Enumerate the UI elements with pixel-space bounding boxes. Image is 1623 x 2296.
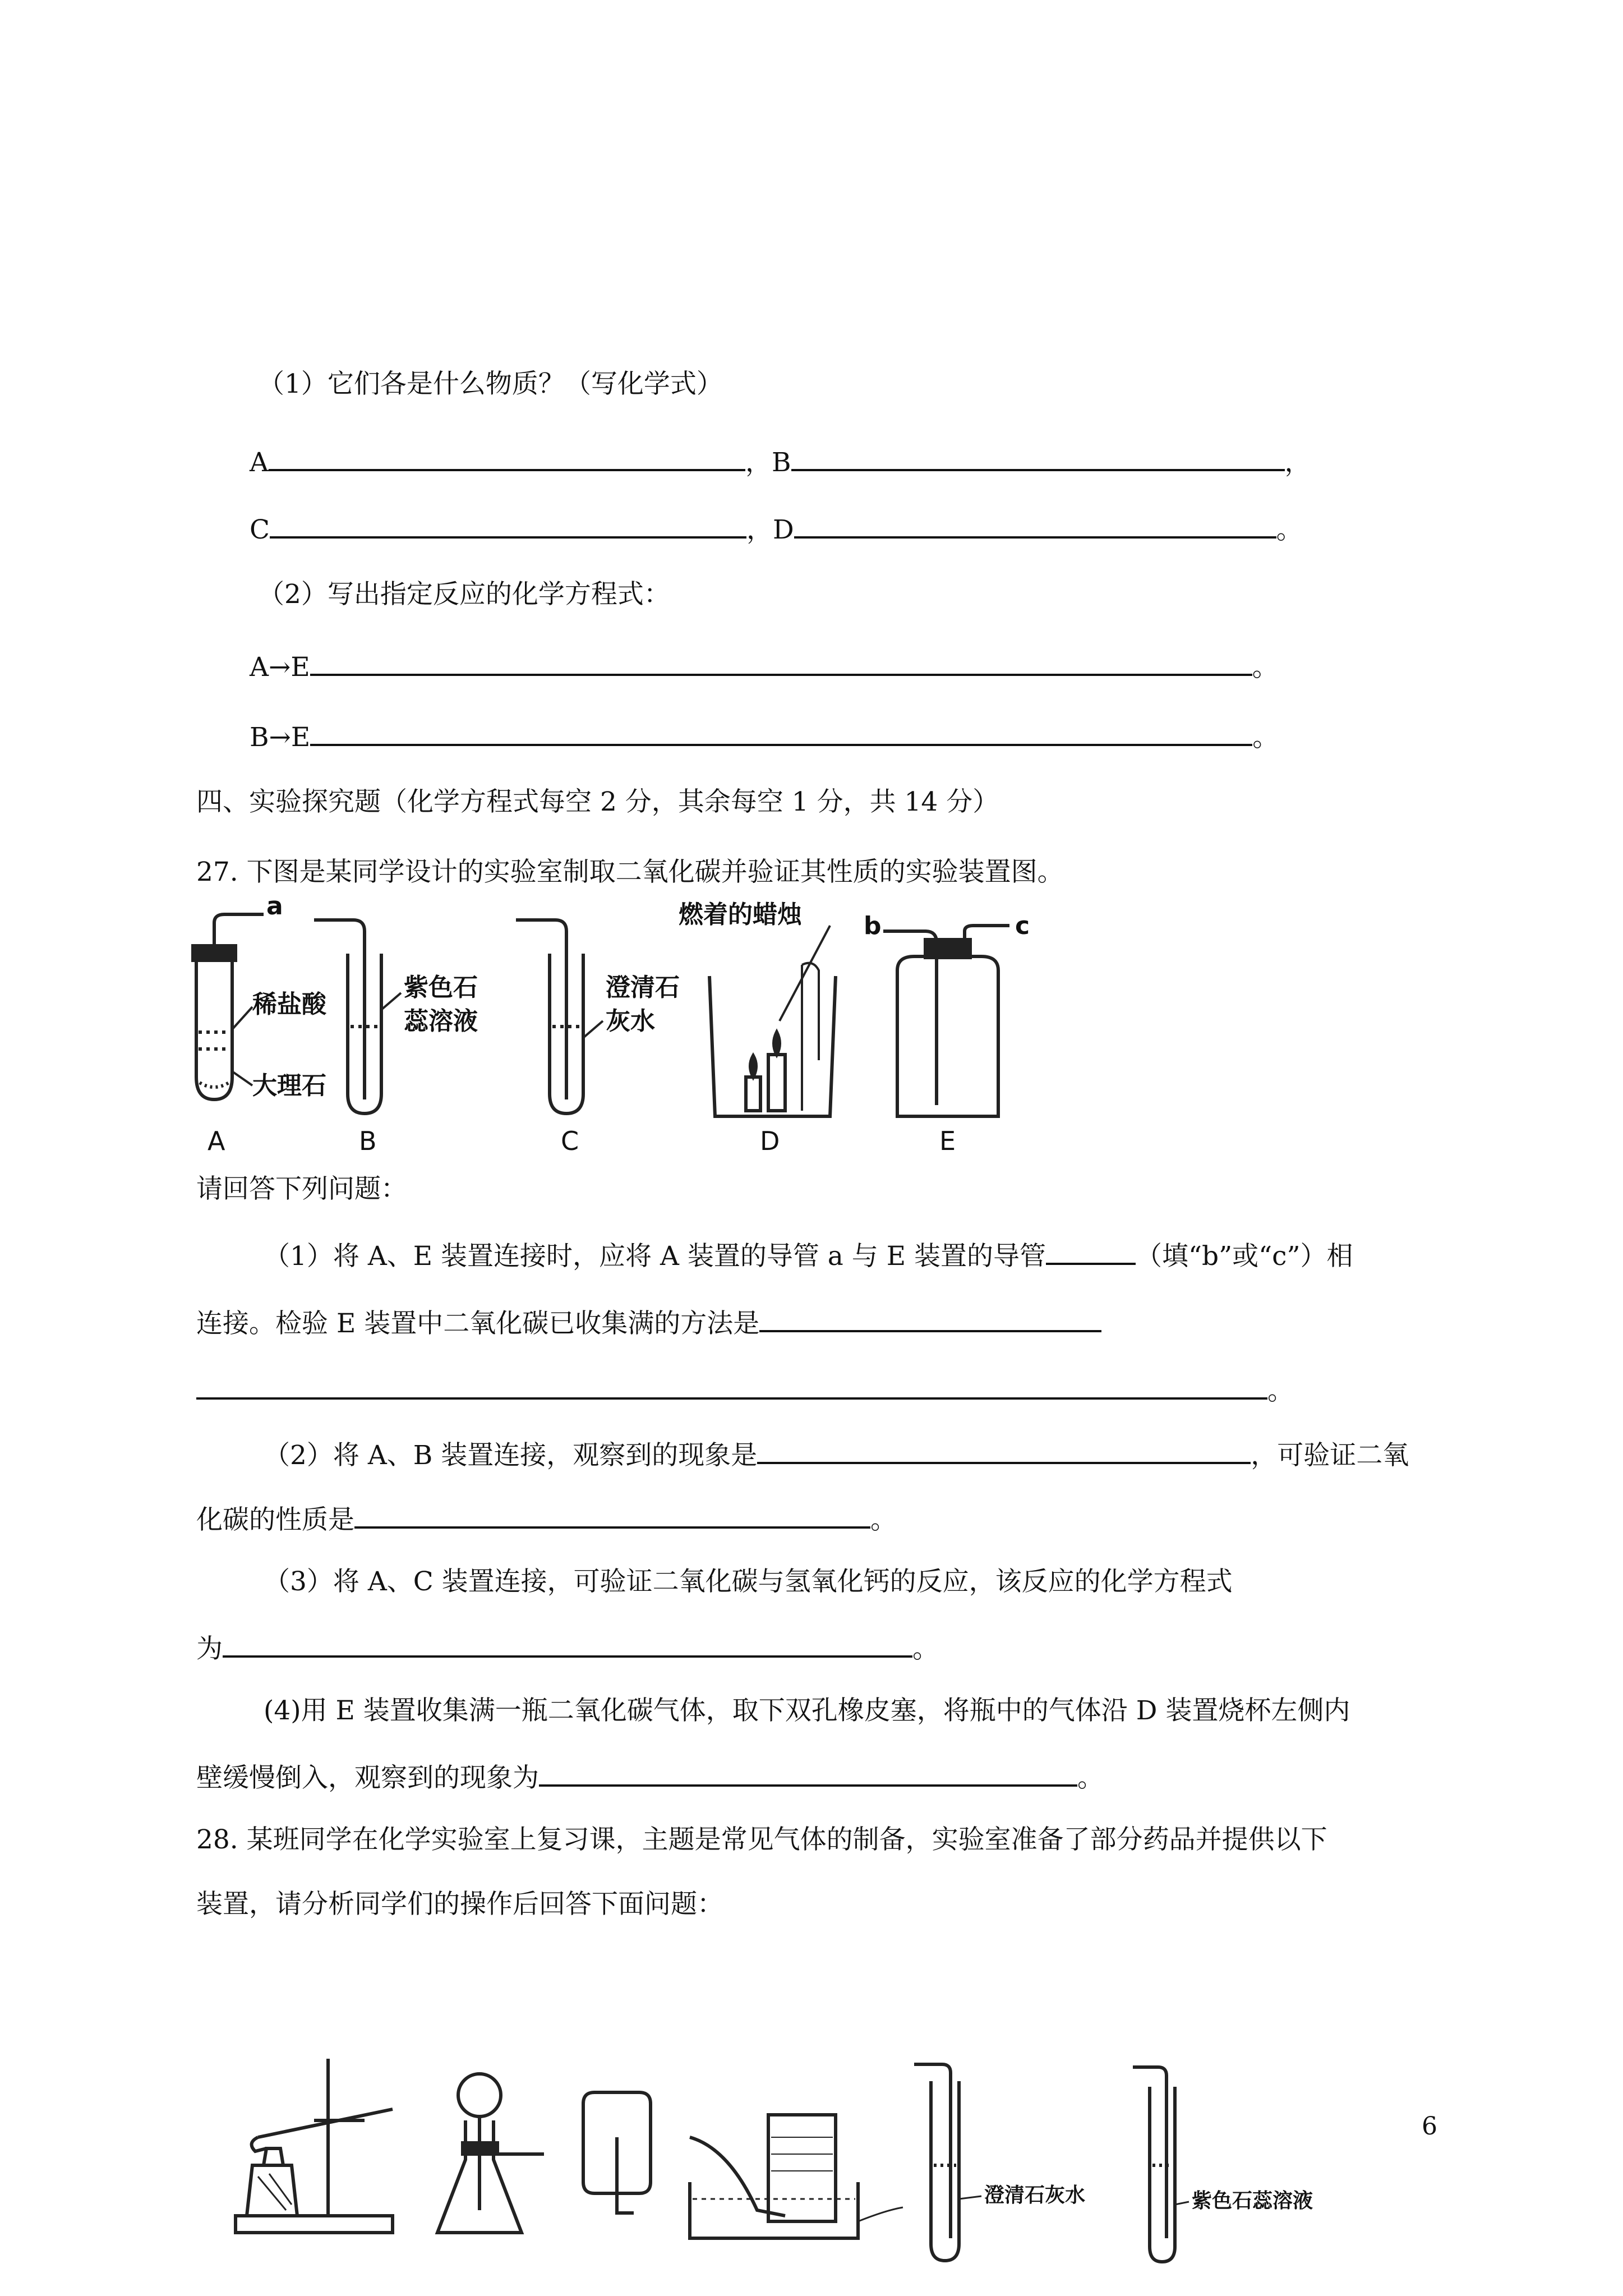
label-a-outlet: a [266, 892, 283, 921]
q27-p1-line3 [196, 1372, 1294, 1408]
section-4-heading: 四、实验探究题（化学方程式每空 2 分，其余每空 1 分，共 14 分） [196, 786, 999, 817]
q27-p2-text3: 化碳的性质是 [196, 1504, 354, 1535]
label-c-outlet: c [1015, 912, 1030, 940]
q27-p4-line1: (4)用 E 装置收集满一瓶二氧化碳气体，取下双孔橡皮塞，将瓶中的气体沿 D 装置烧杯左侧内 [264, 1695, 1350, 1726]
period-end: 。 [1077, 1763, 1104, 1793]
caption-e: E [939, 1126, 956, 1156]
page-number: 6 [1422, 2112, 1437, 2141]
q26-part1: （1）它们各是什么物质？（写化学式） [258, 369, 723, 399]
q27-p1-text3: 连接。检验 E 装置中二氧化碳已收集满的方法是 [196, 1308, 760, 1339]
blank-full-check-cont[interactable] [196, 1372, 1267, 1400]
q27-p1-line1 [264, 1237, 1353, 1273]
label-marble: 大理石 [252, 1071, 326, 1100]
blank-a[interactable] [269, 443, 745, 471]
label-a: A [250, 447, 269, 478]
q27-p3-text: 为 [196, 1634, 223, 1664]
q27-p1-line2 [196, 1304, 1101, 1341]
q26-row-ae [250, 648, 1279, 684]
label-d: ，D [746, 514, 794, 545]
label-litmus-line1: 紫色石 [404, 973, 478, 1002]
period-end: 。 [1267, 1375, 1294, 1406]
blank-b-to-e[interactable] [310, 718, 1252, 746]
q26-part2: （2）写出指定反应的化学方程式： [258, 579, 670, 610]
period-end: 。 [1252, 722, 1279, 753]
label-b: ，B [745, 447, 791, 478]
label-b-inlet: b [864, 912, 882, 940]
blank-property[interactable] [354, 1501, 870, 1529]
q27-p2-text2: ，可验证二氧 [1251, 1440, 1409, 1471]
label-litmus-solution: 紫色石蕊溶液 [1192, 2189, 1313, 2212]
q27-p4-line2 [196, 1759, 1104, 1795]
blank-a-to-e[interactable] [310, 648, 1252, 676]
period-end: 。 [1252, 652, 1279, 683]
q27-p1-text2: （填“b”或“c”）相 [1135, 1241, 1353, 1272]
caption-b: B [359, 1126, 377, 1156]
q27-p2-line1 [264, 1436, 1409, 1473]
caption-c: C [561, 1126, 579, 1156]
blank-c[interactable] [270, 510, 746, 539]
q27-p3-line2 [196, 1630, 939, 1666]
caption-a: A [208, 1126, 225, 1156]
blank-full-check[interactable] [759, 1304, 1101, 1332]
label-acid: 稀盐酸 [252, 990, 326, 1019]
label-a-to-e: A→E [250, 652, 310, 683]
q26-row-ab [250, 443, 1311, 480]
blank-d[interactable] [794, 510, 1276, 539]
q28-stem-line2: 装置，请分析同学们的操作后回答下面问题： [196, 1889, 723, 1920]
q27-p4-text: 壁缓慢倒入，观察到的现象为 [196, 1763, 539, 1793]
q27-prompt: 请回答下列问题： [196, 1174, 407, 1204]
caption-d: D [760, 1126, 780, 1156]
period-end: 。 [1276, 514, 1303, 545]
q27-p1-text: （1）将 A、E 装置连接时，应将 A 装置的导管 a 与 E 装置的导管 [264, 1241, 1046, 1272]
label-b-to-e: B→E [250, 722, 311, 753]
label-lime-line2: 灰水 [606, 1007, 655, 1036]
q28-stem-line1: 28. 某班同学在化学实验室上复习课，主题是常见气体的制备，实验室准备了部分药品并提供以下 [196, 1824, 1327, 1855]
q27-stem: 27. 下图是某同学设计的实验室制取二氧化碳并验证其性质的实验装置图。 [196, 857, 1064, 887]
period-end: 。 [912, 1634, 939, 1664]
blank-tube-choice[interactable] [1046, 1237, 1136, 1265]
q28-apparatus-figure [224, 2053, 1436, 2277]
label-c: C [250, 514, 270, 545]
blank-phenomenon-b[interactable] [757, 1436, 1251, 1464]
q27-p3-line1: （3）将 A、C 装置连接，可验证二氧化碳与氢氧化钙的反应，该反应的化学方程式 [264, 1566, 1233, 1597]
blank-phenomenon-d[interactable] [539, 1759, 1077, 1787]
q26-row-be [250, 718, 1279, 754]
period-end: 。 [870, 1504, 897, 1535]
q27-p2-line2 [196, 1501, 897, 1537]
label-lime-line1: 澄清石 [606, 973, 680, 1002]
label-candle: 燃着的蜡烛 [679, 900, 802, 929]
q27-p2-text: （2）将 A、B 装置连接，观察到的现象是 [264, 1440, 758, 1471]
comma-end: ， [1284, 447, 1311, 478]
label-lime-water: 澄清石灰水 [984, 2184, 1086, 2207]
q27-apparatus-figure [185, 892, 1060, 1161]
q26-row-cd [250, 510, 1303, 547]
label-litmus-line2: 蕊溶液 [404, 1007, 478, 1036]
blank-equation[interactable] [223, 1630, 912, 1658]
blank-b[interactable] [791, 443, 1285, 471]
